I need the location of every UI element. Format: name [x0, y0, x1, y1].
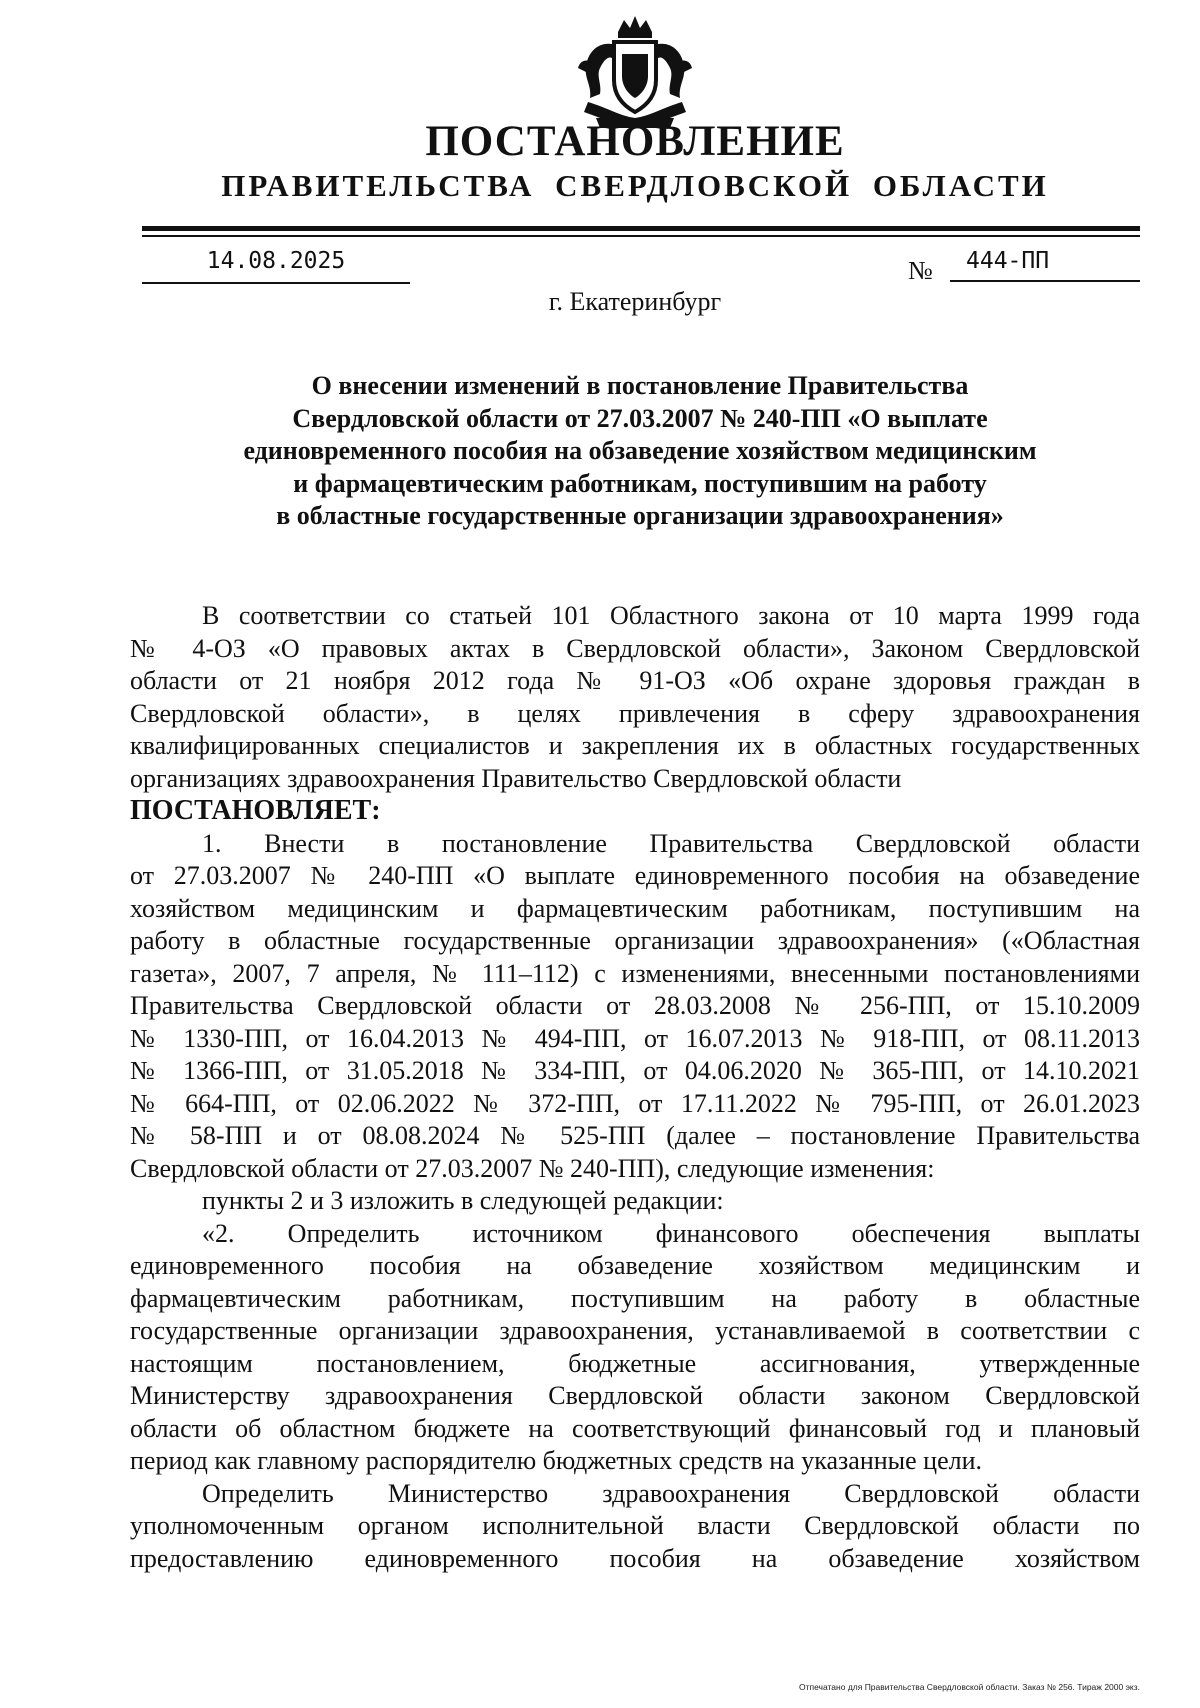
- body-line: период как главному распорядителю бюджетных средств на указанные цели.: [130, 1446, 982, 1475]
- title-line: в областные государственные организации здравоохранения»: [276, 501, 1004, 530]
- header-rule-thick: [142, 226, 1140, 231]
- body-line: области об областном бюджете на соответствующий финансовый год и плановый: [130, 1413, 1140, 1443]
- resolution-keyword: ПОСТАНОВЛЯЕТ:: [130, 795, 381, 826]
- document-type-heading: ПОСТАНОВЛЕНИЕ: [425, 118, 845, 165]
- body-line: № 4-ОЗ «О правовых актах в Свердловской области», Законом Свердловской: [130, 633, 1140, 663]
- body-line: настоящим постановлением, бюджетные ассигнования, утвержденные: [130, 1348, 1140, 1378]
- title-line: Свердловской области от 27.03.2007 № 240-ПП «О выплате: [292, 403, 988, 433]
- body-line: «2. Определить источником финансового обеспечения выплаты: [202, 1218, 1140, 1248]
- body-line: уполномоченным органом исполнительной власти Свердловской области по: [130, 1511, 1140, 1540]
- body-line: № 58-ПП и от 08.08.2024 № 525-ПП (далее – постановление Правительства: [130, 1121, 1140, 1150]
- document-title: [140, 370, 1140, 533]
- body-line: Свердловской области», в целях привлечения в сферу здравоохранения: [130, 698, 1140, 728]
- body-line: № 1330-ПП, от 16.04.2013 № 494-ПП, от 16.07.2013 № 918-ПП, от 08.11.2013: [130, 1023, 1140, 1053]
- number-sign: №: [908, 256, 933, 285]
- document-number: 444-ПП: [950, 244, 1140, 282]
- title-line: и фармацевтическим работникам, поступившим на работу: [293, 468, 987, 498]
- body-line: области от 21 ноября 2012 года № 91-ОЗ «Об охране здоровья граждан в: [130, 666, 1140, 695]
- body-line: организациях здравоохранения Правительство Свердловской области: [130, 763, 902, 793]
- document-body: [130, 600, 1140, 1575]
- body-line: газета», 2007, 7 апреля, № 111–112) с изменениями, внесенными постановлениями: [130, 958, 1140, 988]
- body-line: 1. Внести в постановление Правительства Свердловской области: [202, 828, 1140, 858]
- body-line: хозяйством медицинским и фармацевтическим работникам, поступившим на: [130, 893, 1140, 923]
- body-line: Правительства Свердловской области от 28.03.2008 № 256-ПП, от 15.10.2009: [130, 991, 1140, 1020]
- print-note: Отпечатано для Правительства Свердловской области. Заказ № 256. Тираж 2000 экз.: [798, 1682, 1140, 1692]
- body-line: единовременного пособия на обзаведение хозяйством медицинским и: [130, 1251, 1140, 1280]
- body-line: Свердловской области от 27.03.2007 № 240-ПП), следующие изменения:: [130, 1153, 935, 1183]
- header-rule-thin: [142, 235, 1140, 237]
- body-line: работу в областные государственные организации здравоохранения» («Областная: [130, 926, 1140, 955]
- body-line: В соответствии со статьей 101 Областного закона от 10 марта 1999 года: [202, 601, 1140, 630]
- title-line: О внесении изменений в постановление Правительства: [311, 371, 969, 400]
- city-line: г. Екатеринбург: [548, 287, 722, 316]
- issuer-heading: ПРАВИТЕЛЬСТВА СВЕРДЛОВСКОЙ ОБЛАСТИ: [221, 168, 1049, 203]
- body-line: № 1366-ПП, от 31.05.2018 № 334-ПП, от 04.06.2020 № 365-ПП, от 14.10.2021: [130, 1056, 1140, 1085]
- body-line: квалифицированных специалистов и закрепления их в областных государственных: [130, 731, 1140, 760]
- body-line: № 664-ПП, от 02.06.2022 № 372-ПП, от 17.11.2022 № 795-ПП, от 26.01.2023: [130, 1088, 1140, 1118]
- body-line: Министерству здравоохранения Свердловской области законом Свердловской: [130, 1381, 1140, 1410]
- body-line: Определить Министерство здравоохранения Свердловской области: [202, 1478, 1140, 1508]
- body-line: фармацевтическим работникам, поступившим на работу в областные: [130, 1283, 1140, 1313]
- document-date: 14.08.2025: [142, 244, 410, 284]
- body-line: пункты 2 и 3 изложить в следующей редакции:: [202, 1186, 724, 1215]
- body-line: государственные организации здравоохранения, устанавливаемой в соответствии с: [130, 1316, 1140, 1345]
- body-line: предоставлению единовременного пособия на обзаведение хозяйством: [130, 1543, 1140, 1573]
- body-line: от 27.03.2007 № 240-ПП «О выплате единовременного пособия на обзаведение: [130, 861, 1140, 890]
- title-line: единовременного пособия на обзаведение хозяйством медицинским: [243, 436, 1037, 465]
